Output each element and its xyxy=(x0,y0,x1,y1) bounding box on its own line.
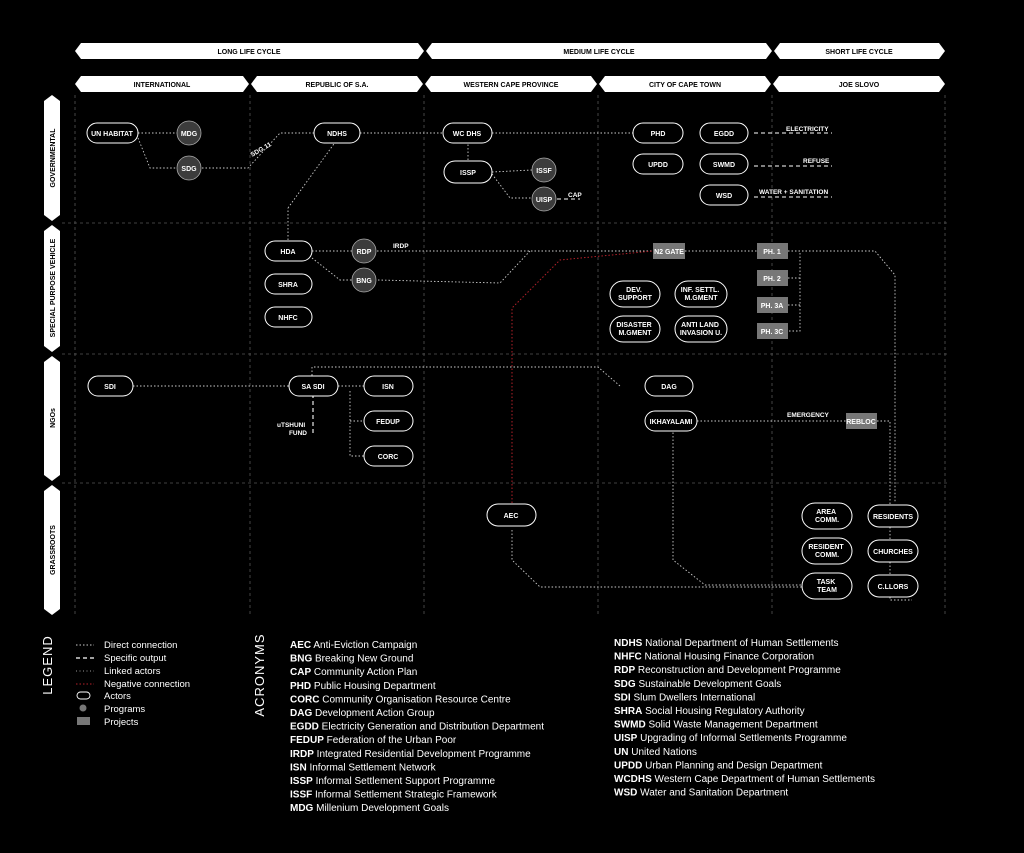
legend-specific-label: Specific output xyxy=(104,653,167,664)
acronyms-title: ACRONYMS xyxy=(252,633,267,717)
acronym-entry xyxy=(290,708,435,719)
taskteam-line-2: TEAM xyxy=(817,587,837,594)
node-areacomm[interactable] xyxy=(802,503,852,529)
node-swmd-label: SWMD xyxy=(712,162,736,169)
node-updd-label: UPDD xyxy=(648,162,668,169)
utshuni-line-1: uTSHUNI xyxy=(277,422,306,429)
acronym-abbr: ISSF xyxy=(290,789,313,801)
edge-label-utshuni xyxy=(277,422,307,437)
acronym-entry xyxy=(614,747,697,758)
col-cct-label: CITY OF CAPE TOWN xyxy=(648,82,722,89)
acronym-entry xyxy=(614,652,814,663)
node-cllors[interactable] xyxy=(868,575,918,597)
edge-label-electricity: ELECTRICITY xyxy=(786,126,829,133)
node-wsd[interactable] xyxy=(700,185,748,205)
node-aec[interactable] xyxy=(487,504,536,526)
node-ph3c[interactable] xyxy=(757,323,788,339)
legend-programs-swatch xyxy=(80,705,87,712)
legend xyxy=(40,635,190,728)
acronym-entry xyxy=(290,694,511,705)
node-uisp-label: UISP xyxy=(535,197,553,204)
acronym-definition: Social Housing Regulatory Authority xyxy=(642,706,805,717)
node-fedup-label: FEDUP xyxy=(376,419,400,426)
edge-aec-taskteam xyxy=(512,530,802,587)
edge-phases-bracket xyxy=(788,251,800,331)
node-issf-label: ISSF xyxy=(536,168,552,175)
acronym-abbr: SDG xyxy=(614,678,636,690)
acronym-abbr: UISP xyxy=(614,733,638,745)
acronym-definition: Federation of the Urban Poor xyxy=(323,735,457,747)
acronym-abbr: EGDD xyxy=(290,721,319,733)
acronym-abbr: NHFC xyxy=(614,651,642,663)
node-churches-label: CHURCHES xyxy=(873,549,913,556)
edge-ph1-residents xyxy=(788,251,895,502)
acronym-entry xyxy=(614,665,841,676)
acronym-definition: Breaking New Ground xyxy=(312,653,414,665)
node-aec-label: AEC xyxy=(503,513,519,520)
infsettl-line-1: INF. SETTL. xyxy=(680,287,720,294)
areacomm-line-2: COMM. xyxy=(814,517,840,524)
acronym-abbr: PHD xyxy=(290,680,312,692)
legend-actors-swatch xyxy=(77,692,90,699)
node-infsettl[interactable] xyxy=(675,281,727,307)
acronyms-right-column xyxy=(614,638,875,799)
acronym-abbr: UPDD xyxy=(614,760,643,772)
acronym-abbr: ISSP xyxy=(290,776,313,787)
acronym-entry xyxy=(614,733,847,744)
node-rdp-label: RDP xyxy=(356,249,372,256)
node-wsd-label: WSD xyxy=(715,193,733,200)
node-residents-label: RESIDENTS xyxy=(872,514,914,521)
cycle-medium-label: MEDIUM LIFE CYCLE xyxy=(563,49,635,56)
node-dag-label: DAG xyxy=(661,384,677,391)
acronym-entry xyxy=(614,679,781,690)
legend-direct-label: Direct connection xyxy=(104,640,178,651)
acronym-definition: Development Action Group xyxy=(312,708,435,719)
acronym-definition: Informal Settlement Strategic Framework xyxy=(312,789,497,801)
acronym-definition: Electricity Generation and Distribution Department xyxy=(318,721,545,733)
node-issp-label: ISSP xyxy=(460,170,476,177)
node-sdi[interactable] xyxy=(88,376,133,396)
col-rsa-label: REPUBLIC OF S.A. xyxy=(305,82,369,89)
acronym-entry xyxy=(290,654,413,665)
antiland-line-1: ANTI LAND xyxy=(681,322,719,329)
acronym-abbr: CORC xyxy=(290,694,320,706)
node-residents[interactable] xyxy=(868,505,918,527)
acronym-definition: Reconstruction and Development Programme xyxy=(635,665,841,677)
node-wcdhs-label: WC DHS xyxy=(452,131,482,138)
acronym-entry xyxy=(290,790,498,801)
acronym-definition: Millenium Development Goals xyxy=(313,803,449,815)
node-rdp[interactable] xyxy=(352,239,376,263)
acronym-entry xyxy=(614,774,875,785)
node-hda-label: HDA xyxy=(280,249,296,256)
cycle-long-label: LONG LIFE CYCLE xyxy=(217,49,281,56)
residentcomm-line-1: RESIDENT xyxy=(808,544,844,551)
row-grass-label: GRASSROOTS xyxy=(50,525,57,575)
node-devsupport[interactable] xyxy=(610,281,660,307)
acronym-entry xyxy=(290,776,496,787)
acronym-abbr: DAG xyxy=(290,708,313,719)
node-issp[interactable] xyxy=(444,161,492,183)
residentcomm-line-2: COMM. xyxy=(814,552,840,559)
node-churches[interactable] xyxy=(868,540,918,562)
node-disaster-label xyxy=(616,322,653,337)
node-corc[interactable] xyxy=(364,446,413,466)
node-ph1-label: PH. 1 xyxy=(763,249,781,256)
acronym-abbr: FEDUP xyxy=(290,735,324,747)
acronym-entry xyxy=(290,640,417,651)
edge-label-sdg11: SDG 11 xyxy=(249,141,273,159)
devsupport-line-2: SUPPORT xyxy=(618,295,652,302)
node-unhabitat[interactable] xyxy=(87,123,138,143)
node-isn-label: ISN xyxy=(382,384,394,391)
node-disaster[interactable] xyxy=(610,316,660,342)
node-nhfc[interactable] xyxy=(265,307,312,327)
node-ph3a-label: PH. 3A xyxy=(760,303,784,310)
node-ph1[interactable] xyxy=(757,243,788,259)
col-international-label: INTERNATIONAL xyxy=(133,82,191,89)
edge-label-emergency: EMERGENCY xyxy=(787,412,829,419)
cycle-header-bar xyxy=(75,43,945,59)
legend-title: LEGEND xyxy=(40,635,55,695)
row-header-bar xyxy=(44,95,60,615)
acronym-definition: Slum Dwellers International xyxy=(630,692,756,704)
acronym-abbr: CAP xyxy=(290,667,312,679)
acronym-entry xyxy=(290,762,437,773)
legend-actors-label: Actors xyxy=(104,691,131,702)
acronym-abbr: AEC xyxy=(290,640,312,651)
node-sasdi-label: SA SDI xyxy=(301,384,325,391)
node-bng-label: BNG xyxy=(356,278,372,285)
acronym-definition: National Housing Finance Corporation xyxy=(641,651,815,663)
acronym-entry xyxy=(614,692,755,703)
disaster-line-1: DISASTER xyxy=(616,322,652,329)
col-joeslovo-label: JOE SLOVO xyxy=(838,82,880,89)
disaster-line-2: M.GMENT xyxy=(618,330,652,337)
node-uisp[interactable] xyxy=(532,187,556,211)
node-fedup[interactable] xyxy=(364,411,413,431)
row-gov-label: GOVERNMENTAL xyxy=(50,128,57,188)
node-updd[interactable] xyxy=(633,154,683,174)
edge-hda-ndhs-b xyxy=(288,141,336,208)
acronym-definition: Sustainable Development Goals xyxy=(635,678,782,690)
node-wcdhs[interactable] xyxy=(443,123,492,143)
utshuni-line-2: FUND xyxy=(288,430,307,437)
node-unhabitat-label: UN HABITAT xyxy=(91,131,133,138)
node-mdg[interactable] xyxy=(177,121,201,145)
node-mdg-label: MDG xyxy=(180,131,198,138)
antiland-line-2: INVASION U. xyxy=(679,330,723,337)
node-corc-label: CORC xyxy=(377,454,399,461)
column-header-bar xyxy=(75,76,945,92)
acronym-abbr: SWMD xyxy=(614,719,646,731)
acronym-entry xyxy=(290,681,436,692)
legend-projects-swatch xyxy=(77,717,90,725)
node-shra-label: SHRA xyxy=(278,282,298,289)
node-residentcomm[interactable] xyxy=(802,538,852,564)
node-infsettl-label xyxy=(681,287,721,302)
infsettl-line-2: M.GMENT xyxy=(684,295,718,302)
acronym-abbr: RDP xyxy=(614,665,636,677)
edge-sasdi-corc xyxy=(350,391,364,456)
edge-label-water: WATER + SANITATION xyxy=(759,189,829,196)
areacomm-line-1: AREA xyxy=(816,509,836,516)
edge-hda-bng xyxy=(312,258,352,280)
acronym-definition: Public Housing Department xyxy=(311,680,436,692)
node-ph3c-label: PH. 3C xyxy=(760,329,784,336)
node-egdd[interactable] xyxy=(700,123,748,143)
acronym-definition: Informal Settlement Support Programme xyxy=(312,776,496,787)
node-ph3a[interactable] xyxy=(757,297,788,313)
acronym-abbr: UN xyxy=(614,746,629,758)
acronym-abbr: ISN xyxy=(290,762,307,774)
edge-unhabitat-sdg xyxy=(138,138,177,168)
node-rebloc-label: REBLOC xyxy=(846,419,876,426)
node-dag[interactable] xyxy=(645,376,693,396)
node-sdg-label: SDG xyxy=(181,166,197,173)
acronyms-left-column xyxy=(290,640,544,814)
cycle-short-label: SHORT LIFE CYCLE xyxy=(825,49,893,56)
legend-linked-label: Linked actors xyxy=(104,666,161,677)
legend-projects-label: Projects xyxy=(104,717,139,728)
node-sdi-label: SDI xyxy=(104,384,116,391)
node-rebloc[interactable] xyxy=(846,413,877,429)
node-cllors-label: C.LLORS xyxy=(877,584,909,591)
acronym-entry xyxy=(290,735,457,746)
node-isn[interactable] xyxy=(364,376,413,396)
acronym-definition: Water and Sanitation Department xyxy=(637,787,789,799)
node-ndhs-label: NDHS xyxy=(327,131,347,138)
row-spv-label: SPECIAL PURPOSE VEHICLE xyxy=(50,238,57,338)
acronym-abbr: SDI xyxy=(614,692,631,704)
acronym-entry xyxy=(290,803,449,814)
node-swmd[interactable] xyxy=(700,154,748,174)
node-ndhs[interactable] xyxy=(314,123,360,143)
node-shra[interactable] xyxy=(265,274,312,294)
node-taskteam[interactable] xyxy=(802,573,852,599)
node-egdd-label: EGDD xyxy=(713,131,735,138)
acronym-entry xyxy=(290,667,417,678)
acronym-definition: Upgrading of Informal Settlements Programme xyxy=(637,733,847,745)
node-bng[interactable] xyxy=(352,268,376,292)
edge-label-cap: CAP xyxy=(568,192,582,199)
row-ngo-label: NGOs xyxy=(50,408,57,428)
devsupport-line-1: DEV. xyxy=(626,287,642,294)
node-antiland[interactable] xyxy=(675,316,727,342)
node-ph2-label: PH. 2 xyxy=(763,276,781,283)
acronym-abbr: SHRA xyxy=(614,706,643,717)
acronym-definition: Anti-Eviction Campaign xyxy=(311,640,418,651)
edge-ikhayalami-taskteam xyxy=(673,429,802,585)
edge-label-irdp: IRDP xyxy=(393,243,409,250)
acronym-abbr: WCDHS xyxy=(614,774,652,785)
acronym-abbr: MDG xyxy=(290,803,314,815)
node-ph2[interactable] xyxy=(757,270,788,286)
node-taskteam-label xyxy=(817,579,838,594)
edge-bng-n2gate xyxy=(378,251,530,283)
acronym-definition: Community Action Plan xyxy=(311,667,418,679)
acronym-definition: Western Cape Department of Human Settlements xyxy=(651,774,876,785)
acronym-definition: Community Organisation Resource Centre xyxy=(319,694,511,706)
acronym-entry xyxy=(290,749,531,760)
acronym-definition: United Nations xyxy=(628,746,697,758)
node-antiland-label xyxy=(680,322,722,337)
edge-issp-uisp xyxy=(492,174,532,198)
acronym-entry xyxy=(614,706,805,717)
acronym-definition: National Department of Human Settlements xyxy=(642,638,839,649)
node-hda[interactable] xyxy=(265,241,312,261)
acronym-entry xyxy=(614,720,818,731)
acronym-entry xyxy=(614,638,839,649)
acronym-abbr: IRDP xyxy=(290,748,314,760)
node-ikhayalami[interactable] xyxy=(645,411,697,431)
acronym-entry xyxy=(614,760,823,771)
edge-label-refuse: REFUSE xyxy=(803,158,830,165)
legend-programs-label: Programs xyxy=(104,704,146,715)
col-wcp-label: WESTERN CAPE PROVINCE xyxy=(463,82,559,89)
acronym-definition: Integrated Residential Development Programme xyxy=(313,748,531,760)
node-n2gate-label: N2 GATE xyxy=(654,249,684,256)
acronym-abbr: BNG xyxy=(290,653,313,665)
node-phd[interactable] xyxy=(633,123,683,143)
node-issf[interactable] xyxy=(532,158,556,182)
acronym-entry xyxy=(290,722,544,733)
node-phd-label: PHD xyxy=(650,131,666,138)
node-sdg[interactable] xyxy=(177,156,201,180)
acronyms xyxy=(252,633,875,814)
acronym-abbr: WSD xyxy=(614,787,638,799)
edge-issp-issf xyxy=(492,170,532,172)
node-nhfc-label: NHFC xyxy=(278,315,298,322)
acronym-abbr: NDHS xyxy=(614,638,643,649)
edge-sasdi-dag xyxy=(312,367,620,386)
node-sasdi[interactable] xyxy=(289,376,338,396)
node-areacomm-label xyxy=(815,509,839,524)
acronym-definition: Solid Waste Management Department xyxy=(645,719,818,731)
legend-negative-label: Negative connection xyxy=(104,679,191,690)
taskteam-line-1: TASK xyxy=(816,579,836,586)
node-n2gate[interactable] xyxy=(653,243,685,259)
node-ikhayalami-label: IKHAYALAMI xyxy=(649,419,693,426)
acronym-definition: Urban Planning and Design Department xyxy=(642,760,823,772)
acronym-definition: Informal Settlement Network xyxy=(306,762,436,774)
acronym-entry xyxy=(614,788,788,799)
